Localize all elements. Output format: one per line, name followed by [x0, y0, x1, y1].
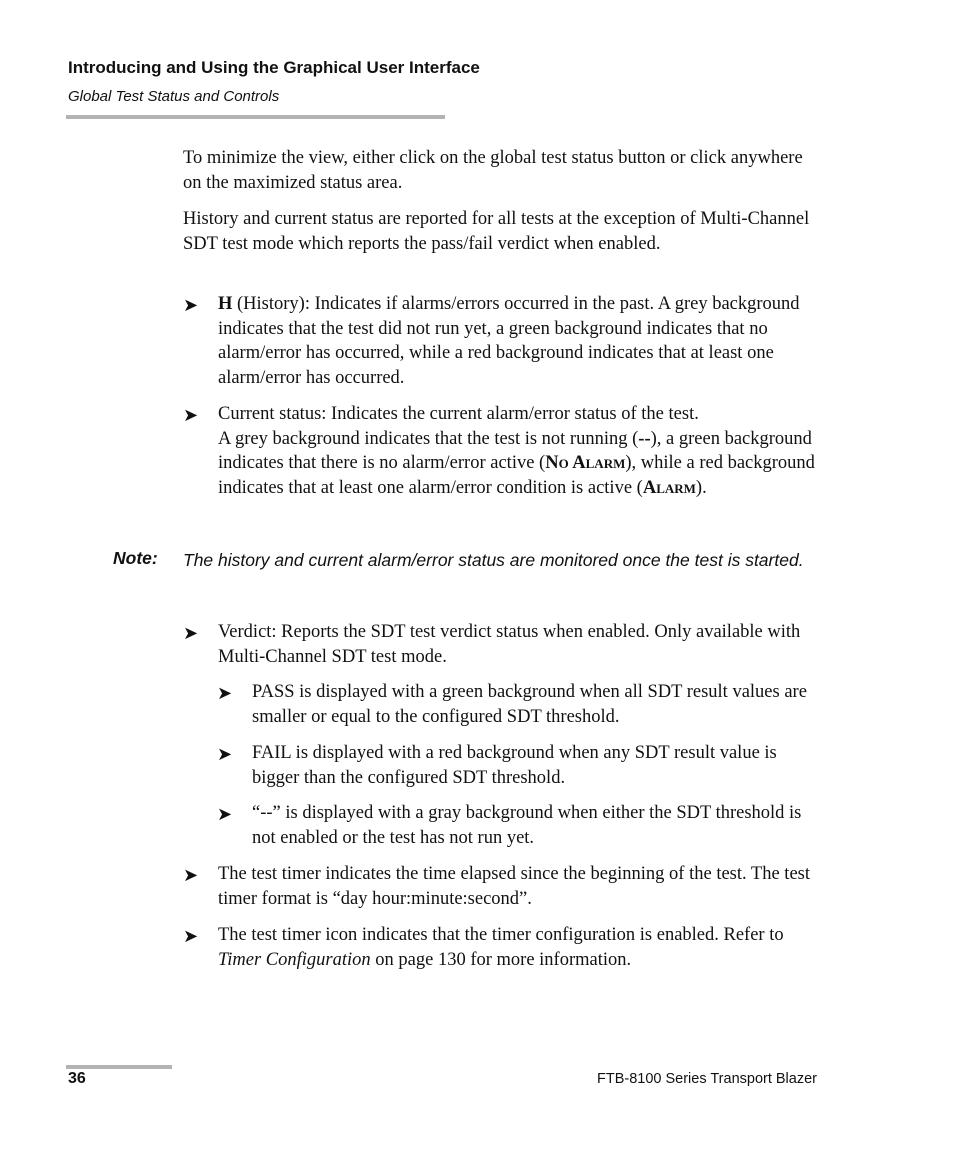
alarm-code: Alarm — [642, 477, 696, 498]
bullet-arrow-icon: ➤ — [183, 295, 199, 315]
chapter-title: Introducing and Using the Graphical User Interface — [68, 58, 480, 77]
page-number: 36 — [68, 1070, 86, 1087]
bullet-arrow-icon: ➤ — [183, 926, 199, 946]
bullet-test-timer: The test timer indicates the time elapsed since the beginning of the test. The test timer format is “day hour:minute:second”. — [218, 864, 810, 909]
bullet-dash: “--” is displayed with a gray background when either the SDT threshold is not enabled or the test has not run yet. — [252, 803, 802, 848]
no-alarm-code: No Alarm — [545, 453, 626, 473]
bullet-arrow-icon: ➤ — [217, 683, 233, 703]
bullet-arrow-icon: ➤ — [217, 744, 233, 764]
note-label: Note: — [113, 548, 158, 568]
header-divider — [66, 115, 445, 119]
bullet-fail: FAIL is displayed with a red background when any SDT result value is bigger than the configured SDT threshold. — [252, 743, 777, 788]
current-status-line1: Current status: Indicates the current alarm/error status of the test. — [218, 404, 699, 424]
footer-divider — [66, 1065, 172, 1069]
not-running-code: -- — [638, 428, 651, 449]
bullet-arrow-icon: ➤ — [217, 804, 233, 824]
bullet-pass: PASS is displayed with a green background when all SDT result values are smaller or equal to the configured SDT threshold. — [252, 682, 807, 727]
note-text: The history and current alarm/error status are monitored once the test is started. — [183, 550, 804, 570]
history-term: H — [218, 294, 233, 314]
paragraph-history-status: History and current status are reported for all tests at the exception of Multi-Channel SDT test mode which reports the pass/fail verdict when enabled. — [183, 209, 810, 254]
timer-configuration-link[interactable]: Timer Configuration — [218, 949, 371, 970]
bullet-verdict: Verdict: Reports the SDT test verdict status when enabled. Only available with Multi-Channel SDT test mode. — [218, 622, 801, 667]
bullet-arrow-icon: ➤ — [183, 865, 199, 885]
bullet-timer-icon: The test timer icon indicates that the timer configuration is enabled. Refer to Timer Configuration on page 130 for more information. — [218, 925, 784, 970]
bullet-history — [218, 292, 823, 390]
bullet-arrow-icon: ➤ — [183, 405, 199, 425]
history-text: (History): Indicates if alarms/errors occurred in the past. A grey background indicates that the test did not run yet, a green background indicates that no alarm/error has occurred, while a red background indicates that at least one alarm/error has occurred. — [218, 294, 800, 388]
paragraph-minimize: To minimize the view, either click on the global test status button or click anywhere on the maximized status area. — [183, 148, 803, 193]
bullet-current-status — [218, 402, 823, 500]
current-status-detail: A grey background indicates that the test is not running (--), a green background indicates that there is no alarm/error active (No Alarm), while a red background indicates that at least one alarm/error condition is active (Alarm). — [218, 428, 815, 498]
bullet-arrow-icon: ➤ — [183, 623, 199, 643]
product-name: FTB-8100 Series Transport Blazer — [596, 1071, 817, 1087]
section-subtitle: Global Test Status and Controls — [68, 88, 280, 105]
